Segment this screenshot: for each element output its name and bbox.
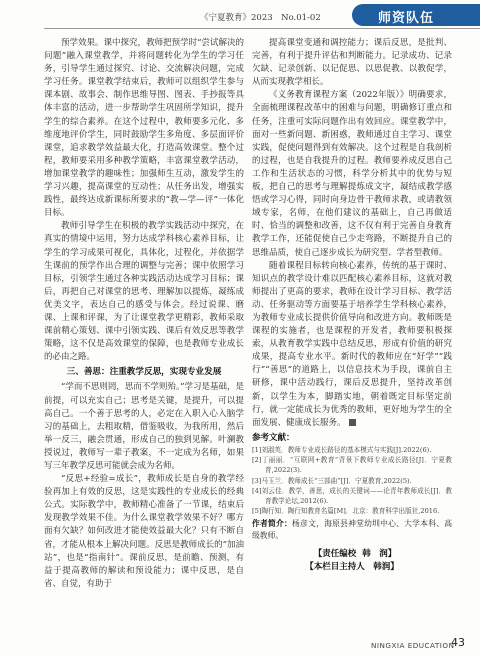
journal-header-title: 《宁夏教育》2023 No.01-02 — [200, 13, 321, 23]
editor-name: 韩 润】 — [362, 549, 397, 560]
column-host: 【本栏目主持人 韩润】 — [305, 562, 399, 573]
author-bio-text: 杨彦文，海原县神堂幼圳中心、大学本科、高级教师。 — [252, 519, 452, 540]
paragraph: “反思+经验=成长”，教师成长是自身的教学经验再加上有效的反思，这是实践性的专业成长的经典公式。实际教学中，教师精心准备了一节课，结束后发现教学效果不佳。为什么课堂教学效果不好？哪方面有欠缺？如何改进才能使效益最大化？只有不断自省，才能从根本上解决问题。反思是教师成长的“加油站”，也是“指南针”。课前反思，是前瞻、预测，有益于提高教师的解读和预设能力；课中反思，是自省、自觉，有助于 — [44, 474, 244, 589]
reference-item: [3]马玉兰．教师成长“三部曲”[J]．宁夏教育,2022(5). — [252, 476, 412, 485]
page-number: 43 — [451, 636, 465, 649]
paragraph: 《义务教育课程方案（2022年版）》明确要求，全面梳理课程改革中的困难与问题，明确修订重点和任务，注重可实际问题作出有效回应。课堂教学中，面对一些新问题、新困惑，教师通过自主学习、课堂实践，促使问题得到有效解决。这个过程是自我剖析的过程，也是自我提升的过程。教师要养成反思自己工作和生活状态的习惯，科学分析其中的优势与短板，把自己的思考与理解提炼成文字，凝结成教学感悟或学习心得，同时向身边骨干教师求教，或请教领域专家，名师，在他们建议的基础上，自己再做适时、恰当的调整和改善，这不仅有利于完善自身教育教学工作，还能促使自己少走弯路，不断提升自己的思维品质，使自己逐步成长为研究型、学者型教师。 — [252, 90, 452, 258]
section-heading: 三、善思：注重教学反思，实现专业发展 — [66, 367, 222, 378]
article-end-mark-icon — [349, 419, 356, 426]
paragraph: “学而不思则罔，思而不学则殆。”学习是基础，是前提，可以充实自己；思考是关键，是提升，可以提高自己。一个善于思考的人，必定在入职入心入脑学习的基础上，去粗取精，借鉴吸收，为我所用，然后举一反三，融会贯通，形成自己的独到见解。叶澜教授说过，教师写一辈子教案，不一定成为名师，如果写三年教学反思可能就会成为名师。 — [44, 382, 244, 471]
column-title: 师资队伍 — [378, 11, 435, 26]
paragraph: 提高课堂变通和调控能力；课后反思，是批判、完善，有利于提升评估和判断能力。记录成功、记录欠缺、记录创新、以记促思、以思促教、以教促学，从而实现教学相长。 — [252, 38, 452, 88]
reference-item: [2]丁丽丽．“互联网+教育”背景下教师专业成长路径[J]．宁夏教育,2022(3). — [252, 456, 452, 475]
paragraph-text: 随着课程目标转向核心素养，传统的基于课时、知识点的教学设计难以匹配核心素养目标，这就对教师提出了更高的要求，教师在设计学习目标、教学活动、任务驱动等方面要基于培养学生学科核心素养，为教师专业成长提供价值导向和改进方向。教师既是课程的实施者，也是课程的开发者，教师要积极探索，从教育教学实践中总结反思，形成有价值的研究成果，提高专业水平。新时代的教师应在“好学”“践行”“善思”的道路上，以信息技术为手段，课前自主研修，课中活动践行，课后反思提升，坚持改革创新，以学生为本，脚踏实地，朝着既定目标坚定前行，就一定能成长为优秀的教师，更好地为学生的全面发展、健康成长服务。 — [252, 260, 452, 428]
paragraph: 教师引导学生在积极的教学实践活动中探究，在真实的情境中运用，努力达成学科核心素养目标，让学生的学习成果可视化，具体化，过程化，并依据学生课前的预学作出合理的调整与完善；课中依照学习目标，引领学生通过各种实践活动达成学习目标；课后，再把自己对课堂的思考、理解加以提炼，凝练成优美文字，表达自己的感受与体会。经过说课、磨课、上课和评课，为了让课堂教学更精彩，教师采取课前精心策划、课中引领实践、课后有效反思等教学策略，这不仅是高效课堂的保障，也是教师专业成长的必由之路。 — [44, 221, 244, 363]
paragraph: 预学效果。课中探究，教师把预学时“尝试解决的问题”融入课堂教学，并将问题转化为学生的学习任务，引导学生通过探究、讨论、交流解决问题，完成学习任务。课堂教学结束后，教师可以组织学生参与课本剧、故事会、制作思维导图、图表、手抄报等具体丰富的活动，进一步帮助学生巩固所学知识，提升学生的综合素养。在这个过程中，教师要多元化、多维度地评价学生，同时鼓励学生多角度、多层面评价课堂，追求教学效益最大化，打造高效课堂。整个过程，教师要采用多种教学策略，丰富课堂教学活动，增加课堂教学的趣味性；加强师生互动，激发学生的学习兴趣，提高课堂的互动性；从任务出发，增强实践性，最终达成新课标所要求的“教—学—评”一体化目标。 — [44, 38, 244, 219]
reference-item: [4]刘云佳．教学，善思，成长的关键词——论青年教师成长[J]．教育教学论坛,2012(6). — [252, 486, 452, 505]
responsible-editor — [252, 548, 452, 561]
footer-journal-name: NINGXIA EDUCATION — [371, 641, 455, 650]
header-divider — [44, 28, 480, 29]
left-text-column — [44, 37, 244, 597]
author-bio-label: 作者简介： — [252, 519, 293, 529]
column-banner — [352, 4, 480, 26]
paragraph-final — [252, 260, 452, 430]
author-bio — [252, 518, 452, 541]
reference-item: [1]刘淑英．教师专业成长路径的基本模式与实践[J].2022(6). — [252, 445, 432, 454]
editor-label: 【责任编校 — [313, 549, 357, 560]
right-text-column — [252, 37, 452, 597]
references-title: 参考文献： — [252, 432, 295, 443]
reference-item: [5]陶行知．陶行知教育名篇[M]．北京：教育科学出版社,2016. — [252, 507, 440, 516]
